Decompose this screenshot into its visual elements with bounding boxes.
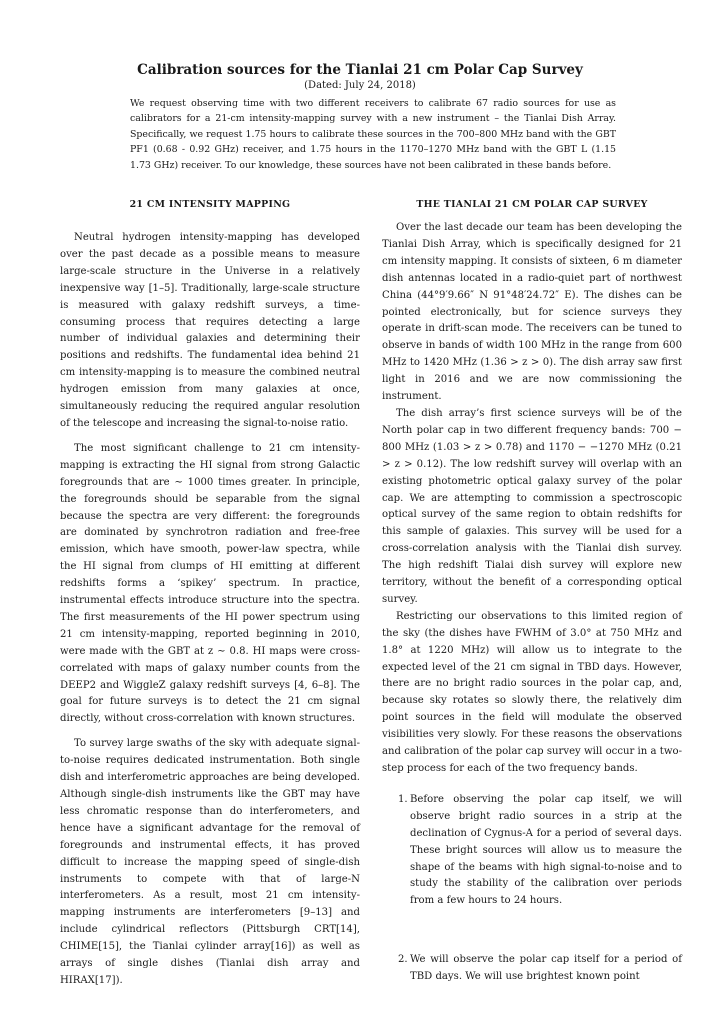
paper-title: Calibration sources for the Tianlai 21 cm Polar Cap Survey [137,62,583,78]
abstract: We request observing time with two different receivers to calibrate 67 radio sources for use as calibrators for a 21-cm intensity-mapping survey with a new instrument – the Tianlai Dish Array. Specifically, we request 1.75 hours to calibrate these sources in the 700–800 MHz band with the GBT PF1 (0.68 - 0.92 GHz) receiver, and 1.75 hours in the 1170–1270 MHz band with the GBT L (1.15 1.73 GHz) receiver. To our knowledge, these sources have not been calibrated in these bands before. [130,98,616,171]
paragraph: Neutral hydrogen intensity-mapping has developed over the past decade as a possible means to measure large-scale structure in the Universe in a relatively inexpensive way [1–5]. Traditionally, large-scale structure is measured with galaxy redshift surveys, a time-consuming process that requires detecting a large number of individual galaxies and determining their positions and redshifts. The fundamental idea behind 21 cm intensity-mapping is to measure the combined neutral hydrogen emission from many galaxies at once, simultaneously reducing the required angular resolution of the telescope and increasing the signal-to-noise ratio. [60,232,360,429]
list-item-number: 2. [398,954,408,966]
right-column [382,196,682,1028]
list-item [382,952,682,986]
paragraph: Over the last decade our team has been developing the Tianlai Dish Array, which is specifically designed for 21 cm intensity mapping. It consists of sixteen, 6 m diameter dish antennas located in a radio-quiet part of northwest China (44°9′9.66″ N 91°48′24.72″ E). The dishes can be pointed electronically, but for science surveys they operate in drift-scan mode. The receivers can be tuned to observe in bands of width 100 MHz in the range from 600 MHz to 1420 MHz (1.36 > z > 0). The dish array saw first light in 2016 and we are now commissioning the instrument. [382,222,682,403]
paper-date: (Dated: July 24, 2018) [304,80,416,91]
list-item-number: 1. [398,793,408,805]
paragraph: The most significant challenge to 21 cm intensity-mapping is extracting the HI signal from strong Galactic foregrounds that are ∼ 1000 times greater. In principle, the foregrounds should be separable from the signal because the spectra are very different: the foregrounds are dominated by synchrotron radiation and free-free emission, which have smooth, power-law spectra, while the HI signal from clumps of HI emitting at different redshifts forms a ‘spikey’ spectrum. In practice, instrumental effects introduce structure into the spectra. The first measurements of the HI power spectrum using 21 cm intensity-mapping, reported beginning in 2010, were made with the GBT at z ∼ 0.8. HI maps were cross-correlated with maps of galaxy number counts from the DEEP2 and WiggleZ galaxy redshift surveys [4, 6–8]. The goal for future surveys is to detect the 21 cm signal directly, without cross-correlation with known structures. [60,442,360,725]
paragraph: Restricting our observations to this limited region of the sky (the dishes have FWHM of 3.0° at 750 MHz and 1.8° at 1220 MHz) will allow us to integrate to the expected level of the 21 cm signal in TBD days. However, there are no bright radio sources in the polar cap, and, because sky rotates so slowly there, the relatively dim point sources in the field will modulate the observed visibilities very slowly. For these reasons the observations and calibration of the polar cap survey will occur in a two-step process for each of the two frequency bands. [382,610,682,774]
section-heading-polar-cap-survey: THE TIANLAI 21 CM POLAR CAP SURVEY [416,199,648,210]
numbered-list [382,792,682,986]
list-item-text: Before observing the polar cap itself, we will observe bright radio sources in a strip at the declination of Cygnus-A for a period of several days. These bright sources will allow us to measure the shape of the beams with high signal-to-noise and to study the stability of the calibration over periods from a few hours to 24 hours. [410,793,682,907]
section-heading-intensity-mapping: 21 CM INTENSITY MAPPING [129,199,291,210]
list-item [382,792,682,910]
paragraph: The dish array’s first science surveys will be of the North polar cap in two different frequency bands: 700 − 800 MHz (1.03 > z > 0.78) and 1170 − −1270 MHz (0.21 > z > 0.12). The low redshift survey will overlap with an existing photometric optical galaxy survey of the polar cap. We are attempting to commission a spectroscopic optical survey of the same region to obtain redshifts for this sample of galaxies. This survey will be used for a cross-correlation analysis with the Tianlai dish survey. The high redshift Tialai dish survey will explore new territory, without the benefit of a corresponding optical survey. [382,407,682,605]
left-column [60,196,360,998]
list-item-text: We will observe the polar cap itself for a period of TBD days. We will use brightest known point [410,954,682,983]
paragraph: To survey large swaths of the sky with adequate signal-to-noise requires dedicated instrumentation. Both single dish and interferometric approaches are being developed. Although single-dish instruments like the GBT may have less chromatic response than do interferometers, and hence have a significant advantage for the removal of foregrounds and instrumental effects, it has proved difficult to increase the mapping speed of single-dish instruments to compete with that of large-N interferometers. As a result, most 21 cm intensity-mapping instruments are interferometers [9–13] and include cylindrical reflectors (Pittsburgh CRT[14], CHIME[15], the Tianlai cylinder array[16]) as well as arrays of single dishes (Tianlai dish array and HIRAX[17]). [60,738,360,986]
